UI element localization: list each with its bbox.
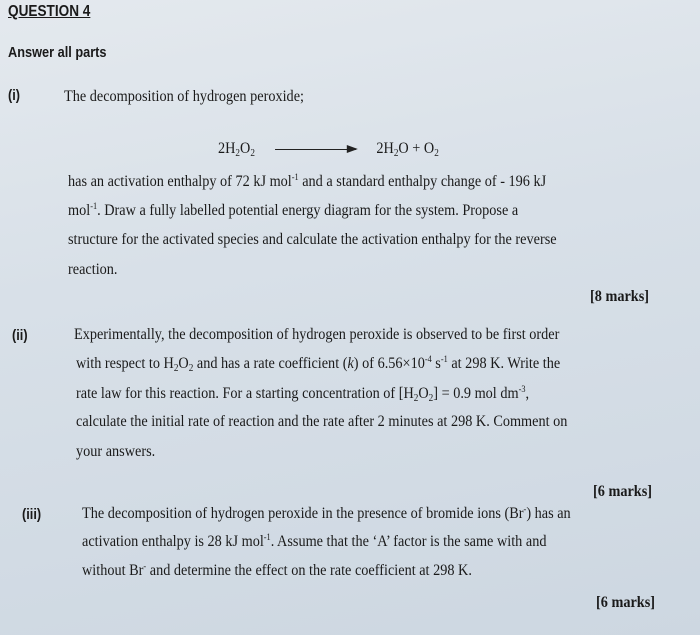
text-segment: with respect to H bbox=[76, 355, 174, 372]
superscript: -1 bbox=[440, 354, 448, 364]
equation-products bbox=[376, 140, 438, 157]
part-label-i: (i) bbox=[8, 87, 21, 104]
text-segment: ] = 0.9 mol dm bbox=[433, 385, 519, 402]
subscript: 2 bbox=[250, 148, 255, 159]
text-segment: mol bbox=[68, 202, 91, 219]
part-ii-line bbox=[76, 443, 155, 461]
part-label-ii: (ii) bbox=[12, 327, 28, 344]
subscript: 2 bbox=[413, 393, 419, 404]
text-segment: The decomposition of hydrogen peroxide in the presence of bromide ions (Br bbox=[82, 505, 524, 522]
part-iii-line bbox=[82, 504, 571, 523]
superscript: - bbox=[143, 561, 147, 571]
text-segment: reaction. bbox=[68, 261, 118, 278]
part-label-iii: (iii) bbox=[22, 506, 42, 523]
text-segment: activation enthalpy is 28 kJ mol bbox=[82, 533, 264, 550]
subscript: 2 bbox=[393, 148, 399, 159]
part-i-line bbox=[68, 261, 117, 279]
text-segment: and determine the effect on the rate coefficient at 298 K. bbox=[146, 562, 472, 579]
superscript: -3 bbox=[518, 384, 526, 394]
superscript: -1 bbox=[263, 532, 271, 542]
text-segment: and a standard enthalpy change of - 196 kJ bbox=[298, 173, 547, 190]
part-ii-line bbox=[74, 326, 559, 344]
text-segment: and has a rate coefficient ( bbox=[193, 355, 348, 372]
reaction-equation bbox=[218, 140, 439, 159]
superscript: -1 bbox=[90, 201, 98, 211]
equation-reactants bbox=[218, 140, 255, 157]
text-segment: The decomposition of hydrogen peroxide; bbox=[64, 88, 304, 105]
text-segment: 2H bbox=[218, 140, 236, 157]
text-segment: has an activation enthalpy of 72 kJ mol bbox=[68, 173, 292, 190]
part-ii-line bbox=[76, 413, 567, 431]
subscript: 2 bbox=[434, 148, 439, 159]
text-segment: O bbox=[418, 385, 429, 402]
part-ii-line bbox=[76, 354, 560, 374]
marks-iii: [6 marks] bbox=[596, 594, 656, 611]
italic-symbol: k bbox=[347, 355, 354, 372]
superscript: -4 bbox=[424, 354, 432, 364]
question-title: QUESTION 4 bbox=[8, 3, 91, 20]
part-i-line bbox=[68, 201, 518, 220]
arrow-icon bbox=[275, 149, 356, 150]
part-iii-line bbox=[82, 561, 472, 580]
subscript: 2 bbox=[428, 393, 434, 404]
text-segment: at 298 K. Write the bbox=[447, 355, 561, 372]
text-segment: O bbox=[240, 140, 251, 157]
text-segment: . Assume that the ‘A’ factor is the same with and bbox=[270, 533, 547, 550]
part-i-line bbox=[64, 88, 304, 106]
text-segment: 2H bbox=[376, 140, 394, 157]
part-i-line bbox=[68, 172, 546, 191]
marks-i: [8 marks] bbox=[590, 288, 650, 305]
text-segment: Experimentally, the decomposition of hydrogen peroxide is observed to be first order bbox=[74, 326, 560, 343]
text-segment: rate law for this reaction. For a starting concentration of [H bbox=[76, 385, 414, 402]
instruction: Answer all parts bbox=[8, 44, 107, 61]
text-segment: O bbox=[178, 355, 189, 372]
text-segment: your answers. bbox=[76, 443, 156, 460]
text-segment: ) of 6.56×10 bbox=[353, 355, 425, 372]
part-i-line bbox=[68, 231, 557, 249]
text-segment: , bbox=[525, 385, 530, 402]
marks-ii: [6 marks] bbox=[593, 483, 653, 500]
text-segment: ) has an bbox=[526, 505, 571, 522]
text-segment: s bbox=[431, 355, 441, 372]
text-segment: O + O bbox=[398, 140, 435, 157]
text-segment: calculate the initial rate of reaction and the rate after 2 minutes at 298 K. Comment on bbox=[76, 413, 568, 430]
subscript: 2 bbox=[235, 148, 241, 159]
subscript: 2 bbox=[173, 363, 179, 374]
text-segment: . Draw a fully labelled potential energy diagram for the system. Propose a bbox=[97, 202, 519, 219]
part-ii-line bbox=[76, 384, 529, 404]
text-segment: without Br bbox=[82, 562, 144, 579]
part-iii-line bbox=[82, 532, 546, 551]
superscript: - bbox=[523, 504, 527, 514]
text-segment: structure for the activated species and calculate the activation enthalpy for the reverse bbox=[68, 231, 557, 248]
superscript: -1 bbox=[291, 172, 299, 182]
subscript: 2 bbox=[188, 363, 194, 374]
